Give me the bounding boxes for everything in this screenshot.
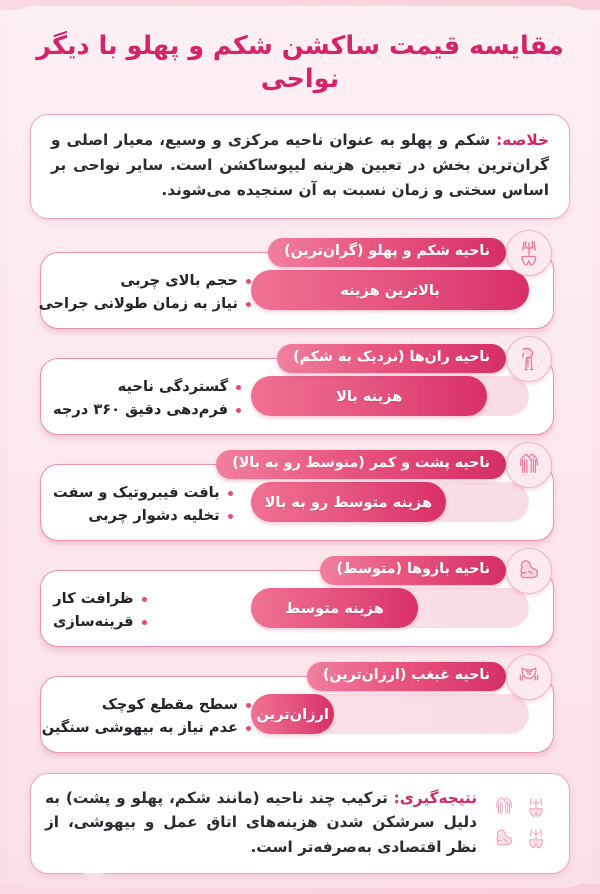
cost-bar-fill xyxy=(251,270,529,310)
arm-bicep-icon xyxy=(489,824,519,854)
cost-bar-track xyxy=(251,376,529,416)
list-item: بافت فیبروتیک و سفت xyxy=(53,482,233,505)
list-item: ظرافت کار xyxy=(53,588,147,611)
conclusion-text xyxy=(45,786,477,860)
area-row xyxy=(30,235,570,335)
list-item: گستردگی ناحیه xyxy=(53,376,241,399)
conclusion-body: ترکیب چند ناحیه (مانند شکم، پهلو و پشت) به دلیل سرشکن شدن هزینه‌های اتاق عمل و بیهوشی، از نظر اقتصادی به‌صرفه‌تر است. xyxy=(45,788,477,857)
list-item: قرینه‌سازی xyxy=(53,611,147,634)
cost-bar-track xyxy=(251,588,529,628)
abdomen-torso-icon xyxy=(506,230,552,276)
cost-bar xyxy=(251,482,529,522)
list-item: سطح مقطع کوچک xyxy=(42,694,251,717)
area-title: ناحیه غبغب (ارزان‌ترین) xyxy=(307,662,506,691)
list-item: عدم نیاز به بیهوشی سنگین xyxy=(42,717,251,740)
chin-jawline-icon xyxy=(506,654,552,700)
cost-bar-label: هزینه متوسط xyxy=(285,599,384,617)
area-title: ناحیه پشت و کمر (متوسط رو به بالا) xyxy=(216,450,506,479)
area-row xyxy=(30,553,570,653)
abdomen-torso-icon xyxy=(521,792,551,822)
back-waist-icon xyxy=(506,442,552,488)
list-item: نیاز به زمان طولانی جراحی xyxy=(39,293,251,316)
thighs-legs-icon xyxy=(506,336,552,382)
cost-bar-fill xyxy=(251,588,418,628)
area-title: ناحیه ران‌ها (نزدیک به شکم) xyxy=(277,344,506,373)
summary-body: شکم و پهلو به عنوان ناحیه مرکزی و وسیع، معیار اصلی و گران‌ترین بخش در تعیین هزینه لیپوساکشن است. سایر نواحی بر اساس سختی و زمان نسبت به آن سنجیده می‌شوند. xyxy=(51,131,549,199)
area-title: ناحیه شکم و پهلو (گران‌ترین) xyxy=(268,238,506,267)
list-item: حجم بالای چربی xyxy=(39,270,251,293)
list-item: فرم‌دهی دقیق ۳۶۰ درجه xyxy=(53,399,241,422)
cost-bar-label: هزینه متوسط رو به بالا xyxy=(264,493,433,511)
area-bullets xyxy=(42,688,251,739)
area-bullets xyxy=(53,582,147,633)
area-row xyxy=(30,341,570,441)
area-row xyxy=(30,659,570,759)
area-header xyxy=(282,235,552,271)
cost-bar xyxy=(251,694,529,734)
cost-bar-label: ارزان‌ترین xyxy=(256,705,329,723)
area-row xyxy=(30,447,570,547)
arm-bicep-icon xyxy=(506,548,552,594)
cost-bar xyxy=(251,376,529,416)
conclusion-callout xyxy=(30,773,570,874)
infographic-page xyxy=(8,6,592,888)
area-header xyxy=(334,553,552,589)
area-title: ناحیه بازوها (متوسط) xyxy=(320,556,506,585)
list-item: تخلیه دشوار چربی xyxy=(53,505,233,528)
cost-bar-label: هزینه بالا xyxy=(335,387,403,405)
cost-bar-fill xyxy=(251,376,487,416)
area-header xyxy=(291,341,552,377)
summary-text xyxy=(51,128,549,202)
conclusion-icon-group xyxy=(489,792,551,854)
area-bullets xyxy=(53,476,233,527)
cost-bar-track xyxy=(251,482,529,522)
cost-bar-fill xyxy=(251,694,334,734)
cost-bar-fill xyxy=(251,482,446,522)
back-waist-icon xyxy=(489,792,519,822)
area-bullets xyxy=(39,264,251,315)
area-bullets xyxy=(53,370,241,421)
area-header xyxy=(230,447,552,483)
callout-tail xyxy=(83,873,105,886)
conclusion-label: نتیجه‌گیری: xyxy=(393,788,477,807)
cost-bar-track xyxy=(251,694,529,734)
area-header xyxy=(321,659,552,695)
area-rows-list xyxy=(30,235,570,763)
cost-bar-label: بالاترین هزینه xyxy=(340,281,440,299)
summary-label: خلاصه: xyxy=(496,131,549,150)
page-title: مقایسه قیمت ساکشن شکم و پهلو با دیگر نواحی xyxy=(36,31,564,95)
cost-bar xyxy=(251,588,529,628)
cost-bar-track xyxy=(251,270,529,310)
summary-callout xyxy=(30,114,570,218)
cost-bar xyxy=(251,270,529,310)
hips-torso-icon xyxy=(521,824,551,854)
